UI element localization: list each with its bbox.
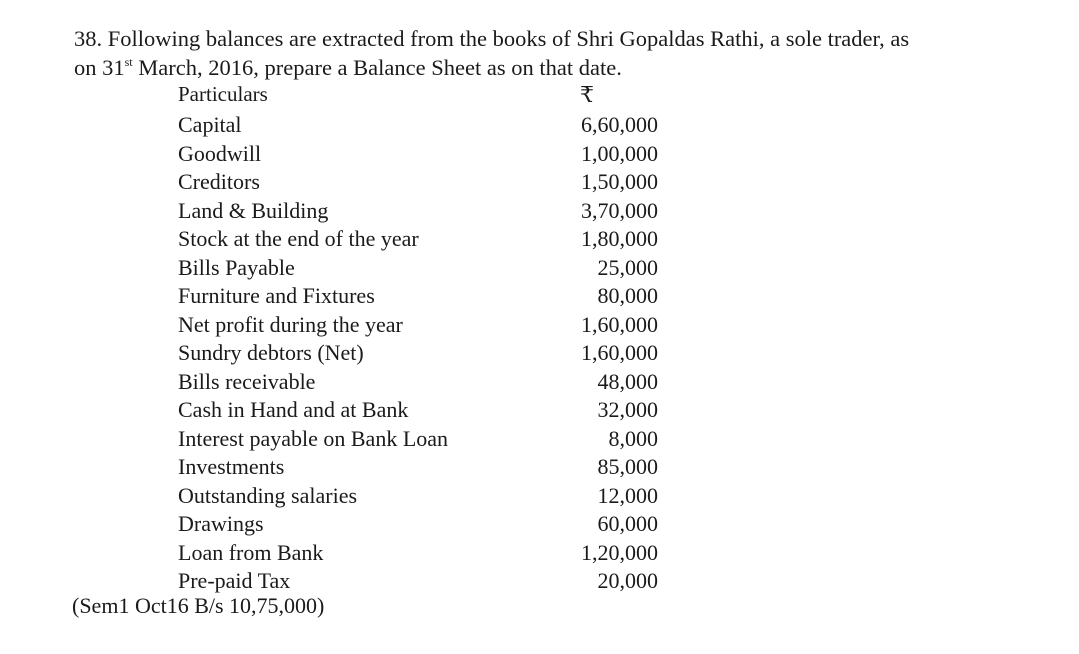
row-amount: 32,000 [597,397,658,422]
table-row [178,340,658,369]
row-label: Capital [178,112,242,137]
table-row [178,511,658,540]
row-amount: 20,000 [597,568,658,593]
row-label: Bills receivable [178,368,316,394]
row-label: Cash in Hand and at Bank [178,397,409,422]
row-amount: 1,50,000 [581,169,658,194]
table-row [178,169,658,198]
row-amount: 85,000 [597,454,658,479]
row-amount: 3,70,000 [581,197,658,223]
table-row [178,397,658,426]
row-amount: 1,60,000 [581,311,658,337]
table-row [178,454,658,483]
table-row [178,112,658,141]
question-text-part1: Following balances are extracted from the books of Shri Gopaldas Rathi, a sole trader, as [107,26,910,51]
question-date-suffix: March, 2016, prepare a Balance Sheet as on that date. [138,55,622,80]
row-amount: 1,00,000 [581,140,658,166]
row-label: Pre-paid Tax [178,568,291,593]
question-date-prefix: on 31 [74,55,125,80]
row-amount: 60,000 [597,511,658,536]
table-row [178,198,658,227]
row-label: Land & Building [178,197,329,223]
row-label: Outstanding salaries [178,482,358,508]
table-rows [178,112,658,597]
table-row [178,255,658,284]
question-date-superscript: st [124,55,133,69]
row-label: Interest payable on Bank Loan [178,425,449,451]
currency-header: ₹ [580,82,594,107]
row-label: Loan from Bank [178,539,324,565]
table-row [178,369,658,398]
question-text-line2 [74,53,1064,82]
row-amount: 1,20,000 [581,539,658,565]
table-header [178,82,658,112]
row-amount: 1,80,000 [581,226,658,251]
question-text [74,24,1064,82]
balances-table [178,82,658,597]
table-row [178,312,658,341]
particulars-header: Particulars [178,82,268,106]
row-amount: 1,60,000 [581,340,658,365]
table-row [178,540,658,569]
row-amount: 48,000 [597,368,658,394]
table-row [178,283,658,312]
row-label: Net profit during the year [178,311,403,337]
table-row [178,483,658,512]
row-label: Furniture and Fixtures [178,283,375,308]
row-label: Stock at the end of the year [178,226,419,251]
row-amount: 80,000 [597,283,658,308]
row-label: Creditors [178,169,260,194]
row-amount: 12,000 [597,482,658,508]
question-number: 38. [74,26,103,51]
table-row [178,426,658,455]
row-amount: 8,000 [608,425,658,451]
row-label: Goodwill [178,140,262,166]
row-label: Investments [178,454,285,479]
row-amount: 6,60,000 [581,112,658,137]
table-row [178,226,658,255]
row-label: Drawings [178,511,264,536]
source-note: (Sem1 Oct16 B/s 10,75,000) [72,593,325,618]
table-row [178,141,658,170]
row-label: Sundry debtors (Net) [178,340,364,365]
row-amount: 25,000 [597,254,658,280]
row-label: Bills Payable [178,254,295,280]
